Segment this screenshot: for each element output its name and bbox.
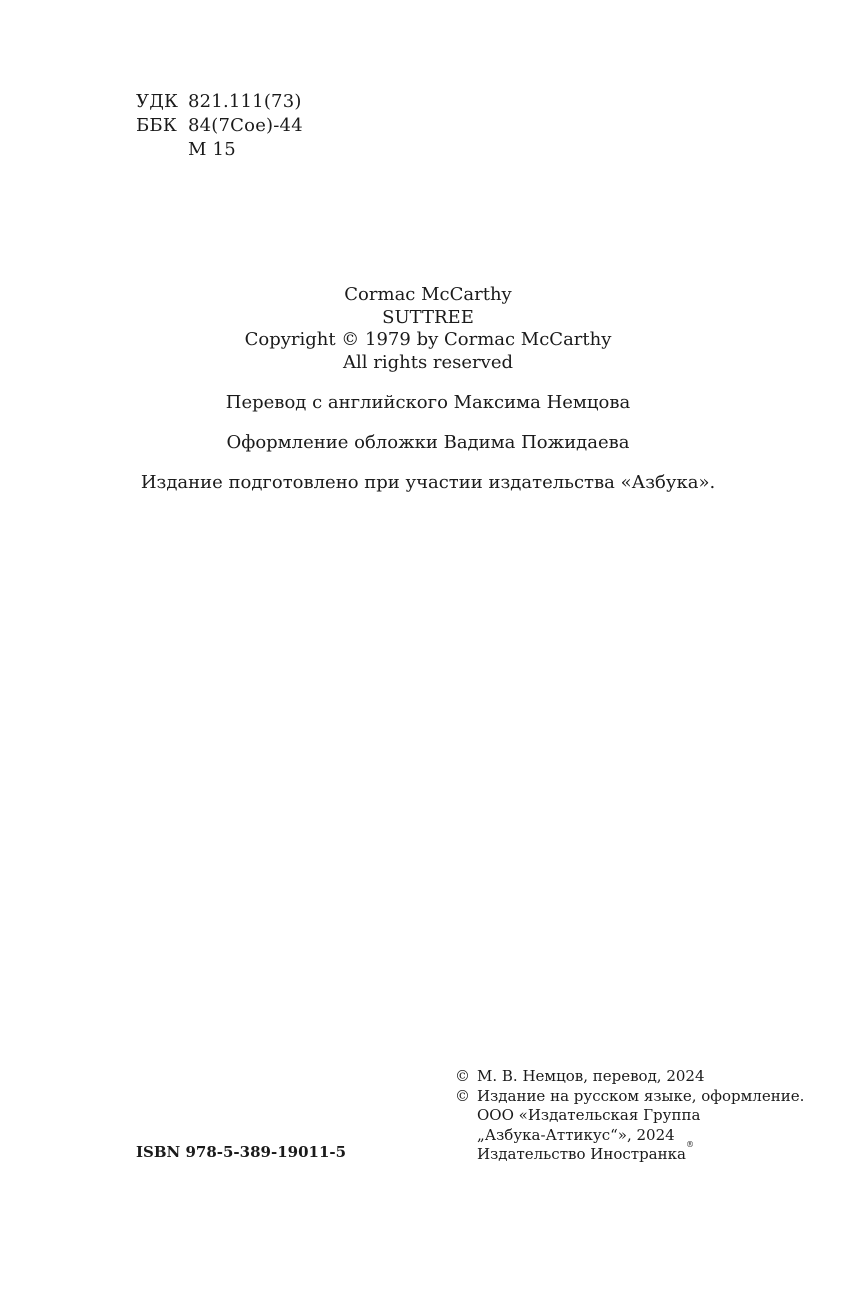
copyright-icon: © bbox=[455, 1086, 470, 1105]
company-line-1: ООО «Издательская Группа bbox=[477, 1106, 701, 1124]
bbk-row bbox=[136, 114, 303, 138]
bbk-label: ББК bbox=[136, 115, 177, 136]
edition-copyright-row bbox=[455, 1087, 804, 1107]
copyright-notices bbox=[455, 1067, 804, 1165]
udk-value: 821.111(73) bbox=[188, 91, 302, 112]
author-mark-row bbox=[136, 138, 303, 162]
imprint-line bbox=[455, 1140, 804, 1165]
isbn: ISBN 978-5-389-19011-5 bbox=[136, 1143, 347, 1161]
original-edition-block bbox=[0, 284, 856, 374]
udk-row bbox=[136, 90, 303, 114]
translation-copyright-row bbox=[455, 1067, 804, 1087]
original-title: SUTTREE bbox=[382, 306, 474, 328]
original-author: Cormac McCarthy bbox=[344, 284, 512, 305]
publisher-note: Издание подготовлено при участии издательства «Азбука». bbox=[140, 472, 716, 493]
copyright-icon: © bbox=[455, 1067, 470, 1085]
edition-notice: Издание на русском языке, оформление. bbox=[477, 1086, 805, 1105]
translation-notice: М. В. Немцов, перевод, 2024 bbox=[477, 1067, 705, 1085]
imprint-name: Издательство Иностранка bbox=[477, 1145, 686, 1163]
rights-statement: All rights reserved bbox=[343, 351, 513, 373]
udk-label: УДК bbox=[136, 91, 179, 112]
cover-design-credit: Оформление обложки Вадима Пожидаева bbox=[226, 432, 630, 453]
author-mark: М 15 bbox=[188, 139, 236, 160]
classification-codes bbox=[136, 90, 303, 162]
company-line-2: „Азбука-Аттикус“», 2024 bbox=[477, 1125, 675, 1144]
translation-credit: Перевод с английского Максима Немцова bbox=[225, 392, 631, 413]
bbk-value: 84(7Сое)-44 bbox=[188, 115, 303, 136]
registered-mark-icon: ® bbox=[685, 1140, 694, 1149]
original-copyright: Copyright © 1979 by Cormac McCarthy bbox=[244, 329, 612, 350]
credits-section bbox=[0, 284, 856, 494]
